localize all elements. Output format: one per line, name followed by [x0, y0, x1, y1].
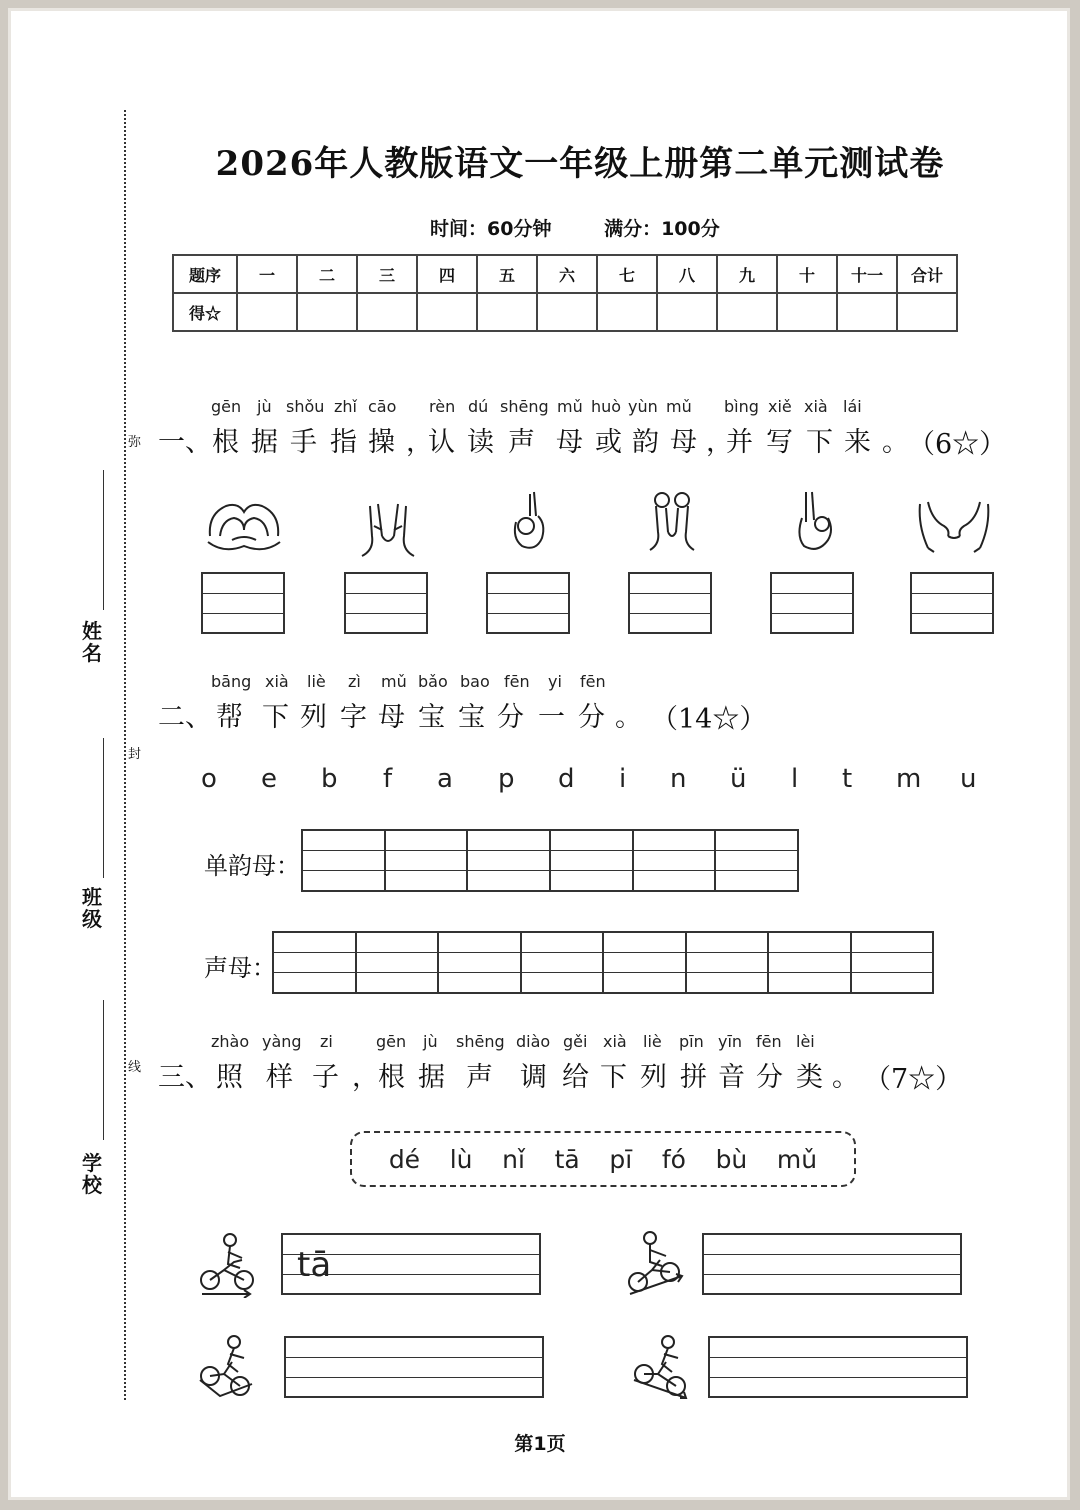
grid-cell[interactable] — [386, 831, 469, 890]
letter-item: o — [201, 764, 217, 794]
pinyin-syllable: mǔ — [666, 397, 692, 416]
question-char: 声 — [466, 1062, 493, 1093]
score-col: 九 — [717, 255, 777, 293]
initials-writing-grid[interactable] — [272, 931, 934, 994]
pinyin-word: mǔ — [776, 1144, 818, 1174]
initials-label: 声母： — [204, 954, 276, 982]
score-cell[interactable] — [537, 293, 597, 331]
tone-answer-box-1[interactable] — [281, 1233, 541, 1295]
question-char: 。 — [882, 427, 909, 458]
score-cell[interactable] — [777, 293, 837, 331]
question-char: 写 — [766, 427, 793, 458]
letter-item: i — [619, 764, 627, 794]
pinyin-syllable: yi — [548, 672, 562, 691]
q3-points: （7☆） — [864, 1064, 963, 1095]
grid-cell[interactable] — [604, 933, 687, 992]
q1-writing-box[interactable] — [770, 572, 854, 634]
score-col: 四 — [417, 255, 477, 293]
pinyin-syllable: lái — [843, 397, 862, 416]
pinyin-syllable: zhào — [211, 1032, 250, 1051]
letter-item: l — [791, 764, 799, 794]
question-char: 据 — [418, 1062, 445, 1093]
class-field[interactable] — [103, 738, 104, 878]
letter-item: a — [437, 764, 453, 794]
pinyin-syllable: huò — [591, 397, 622, 416]
pinyin-syllable: cāo — [368, 397, 397, 416]
question-char: 并 — [726, 427, 753, 458]
pinyin-syllable: jù — [423, 1032, 438, 1051]
question-char: ， — [706, 427, 733, 458]
pinyin-syllable: pīn — [679, 1032, 704, 1051]
question-char: 下 — [600, 1062, 627, 1093]
q2-points: （14☆） — [651, 704, 767, 735]
q1-writing-box[interactable] — [910, 572, 994, 634]
hand-gesture-icon — [914, 496, 994, 560]
question-char: 指 — [330, 427, 357, 458]
question-char: 声 — [508, 427, 535, 458]
grid-cell[interactable] — [522, 933, 605, 992]
question-char: 子 — [312, 1062, 339, 1093]
question-char: 分 — [578, 702, 605, 733]
question-char: ， — [352, 1062, 379, 1093]
grid-cell[interactable] — [357, 933, 440, 992]
pinyin-syllable: liè — [643, 1032, 662, 1051]
score-col: 七 — [597, 255, 657, 293]
question-char: 根 — [212, 427, 239, 458]
score-col: 三 — [357, 255, 417, 293]
page-title: 2026年人教版语文一年级上册第二单元测试卷 — [215, 144, 945, 184]
pinyin-word: pī — [609, 1144, 633, 1174]
question-char: 下 — [806, 427, 833, 458]
pinyin-word: lù — [449, 1144, 473, 1174]
question-char: 。 — [832, 1062, 859, 1093]
question-char: 操 — [368, 427, 395, 458]
question-char: 字 — [340, 702, 367, 733]
score-col: 一 — [237, 255, 297, 293]
score-cell[interactable] — [477, 293, 537, 331]
cyclist-flat-icon — [196, 1232, 256, 1298]
pinyin-word: dé — [388, 1144, 421, 1174]
binding-mark-feng: 封 — [128, 747, 142, 762]
pinyin-syllable: mǔ — [557, 397, 583, 416]
binding-mark-mi: 弥 — [128, 435, 142, 450]
q1-writing-box[interactable] — [628, 572, 712, 634]
pinyin-syllable: xiě — [768, 397, 792, 416]
pinyin-syllable: gěi — [563, 1032, 588, 1051]
question-char: 拼 — [680, 1062, 707, 1093]
pinyin-word: nǐ — [502, 1144, 525, 1174]
letter-item: f — [383, 764, 393, 794]
vowels-writing-grid[interactable] — [301, 829, 799, 892]
cyclist-uphill-icon — [626, 1230, 686, 1296]
pinyin-word: bù — [715, 1144, 748, 1174]
score-header-label: 题序 — [173, 255, 237, 293]
grid-cell[interactable] — [439, 933, 522, 992]
question-char: 列 — [300, 702, 327, 733]
pinyin-syllable: diào — [516, 1032, 551, 1051]
name-field[interactable] — [103, 470, 104, 610]
grid-cell[interactable] — [852, 933, 933, 992]
pinyin-word: fó — [661, 1144, 686, 1174]
pinyin-syllable: lèi — [796, 1032, 815, 1051]
pinyin-syllable: dú — [468, 397, 489, 416]
grid-cell[interactable] — [716, 831, 797, 890]
question-char: 给 — [562, 1062, 589, 1093]
hand-gesture-icon — [348, 496, 428, 560]
score-cell[interactable] — [297, 293, 357, 331]
grid-cell[interactable] — [303, 831, 386, 890]
score-cell[interactable] — [417, 293, 477, 331]
question-char: 列 — [640, 1062, 667, 1093]
pinyin-syllable: fēn — [580, 672, 606, 691]
question-char: 根 — [378, 1062, 405, 1093]
grid-cell[interactable] — [274, 933, 357, 992]
letter-item: n — [670, 764, 687, 794]
tone-answer-box-3[interactable] — [284, 1336, 544, 1398]
question-char: 分 — [497, 702, 524, 733]
q1-writing-box[interactable] — [344, 572, 428, 634]
pinyin-syllable: zi — [320, 1032, 333, 1051]
letter-item: t — [842, 764, 853, 794]
question-char: 韵 — [632, 427, 659, 458]
pinyin-syllable: fēn — [504, 672, 530, 691]
pinyin-syllable: shǒu — [286, 397, 325, 416]
score-cell[interactable] — [597, 293, 657, 331]
pinyin-syllable: shēng — [456, 1032, 505, 1051]
pinyin-syllable: xià — [603, 1032, 627, 1051]
pinyin-syllable: rèn — [429, 397, 456, 416]
question-char: ， — [406, 427, 433, 458]
pinyin-word: tā — [554, 1144, 580, 1174]
pinyin-syllable: zhǐ — [334, 397, 357, 416]
score-row-label: 得☆ — [173, 293, 237, 331]
question-char: 样 — [266, 1062, 293, 1093]
question-char: 调 — [520, 1062, 547, 1093]
vowels-label: 单韵母： — [204, 852, 300, 880]
pinyin-syllable: xià — [265, 672, 289, 691]
score-col: 五 — [477, 255, 537, 293]
score-cell[interactable] — [357, 293, 417, 331]
question-char: 照 — [216, 1062, 243, 1093]
grid-cell[interactable] — [551, 831, 634, 890]
exam-meta — [430, 214, 766, 241]
grid-cell[interactable] — [634, 831, 717, 890]
question-char: 认 — [428, 427, 455, 458]
score-cell[interactable] — [237, 293, 297, 331]
pinyin-word-bubble — [350, 1131, 856, 1187]
hand-gesture-icon — [204, 496, 284, 560]
q1-writing-box[interactable] — [201, 572, 285, 634]
question-char: 母 — [556, 427, 583, 458]
binding-dotted-line — [124, 110, 126, 1400]
question-char: 帮 — [216, 702, 243, 733]
letter-item: ü — [730, 764, 747, 794]
pinyin-syllable: xià — [804, 397, 828, 416]
q1-writing-box[interactable] — [486, 572, 570, 634]
example-answer: tā — [297, 1245, 332, 1285]
hand-gesture-icon — [632, 488, 712, 552]
binding-mark-xian: 线 — [128, 1060, 142, 1075]
score-cell[interactable] — [657, 293, 717, 331]
pinyin-syllable: bìng — [724, 397, 759, 416]
q1-points: （6☆） — [908, 429, 1007, 460]
question-char: 二、 — [158, 702, 212, 733]
name-label: 姓名 — [82, 619, 102, 665]
score-col: 十 — [777, 255, 837, 293]
question-char: 音 — [718, 1062, 745, 1093]
hand-gesture-icon — [776, 488, 856, 552]
pinyin-syllable: bǎo — [418, 672, 448, 691]
score-table — [172, 254, 958, 332]
grid-cell[interactable] — [687, 933, 770, 992]
question-char: 。 — [615, 702, 642, 733]
full-score: 满分：100分 — [604, 218, 720, 240]
question-char: 据 — [251, 427, 278, 458]
grid-cell[interactable] — [468, 831, 551, 890]
score-col-total: 合计 — [897, 255, 957, 293]
pinyin-syllable: yīn — [718, 1032, 743, 1051]
time-limit: 时间：60分钟 — [430, 218, 552, 240]
score-value-row — [173, 293, 957, 331]
pinyin-syllable: shēng — [500, 397, 549, 416]
school-label: 学校 — [82, 1151, 102, 1197]
score-cell[interactable] — [897, 293, 957, 331]
question-char: 三、 — [158, 1062, 212, 1093]
pinyin-syllable: bao — [460, 672, 490, 691]
pinyin-syllable: yùn — [628, 397, 658, 416]
pinyin-syllable: fēn — [756, 1032, 782, 1051]
pinyin-syllable: yàng — [262, 1032, 302, 1051]
pinyin-syllable: jù — [257, 397, 272, 416]
hand-gesture-icon — [492, 488, 572, 552]
question-char: 一、 — [158, 427, 212, 458]
class-label: 班级 — [82, 885, 102, 931]
cyclist-downhill-icon — [630, 1334, 690, 1400]
letter-item: p — [498, 764, 515, 794]
question-char: 类 — [796, 1062, 823, 1093]
question-char: 宝 — [458, 702, 485, 733]
question-char: 来 — [844, 427, 871, 458]
question-char: 或 — [595, 427, 622, 458]
grid-cell[interactable] — [769, 933, 852, 992]
score-col: 二 — [297, 255, 357, 293]
pinyin-syllable: bāng — [211, 672, 252, 691]
letter-item: u — [960, 764, 977, 794]
question-char: 母 — [670, 427, 697, 458]
letter-item: e — [261, 764, 277, 794]
cyclist-dip-icon — [196, 1334, 256, 1400]
question-char: 宝 — [418, 702, 445, 733]
page-number: 第1页 — [514, 1433, 566, 1455]
pinyin-syllable: zì — [348, 672, 361, 691]
question-char: 分 — [756, 1062, 783, 1093]
pinyin-syllable: gēn — [211, 397, 242, 416]
letter-item: m — [896, 764, 922, 794]
score-cell[interactable] — [837, 293, 897, 331]
question-char: 母 — [378, 702, 405, 733]
question-char: 读 — [467, 427, 494, 458]
pinyin-syllable: gēn — [376, 1032, 407, 1051]
tone-answer-box-4[interactable] — [708, 1336, 968, 1398]
pinyin-syllable: mǔ — [381, 672, 407, 691]
letter-item: b — [321, 764, 338, 794]
score-header-row — [173, 255, 957, 293]
score-col: 十一 — [837, 255, 897, 293]
question-char: 一 — [538, 702, 565, 733]
score-col: 六 — [537, 255, 597, 293]
pinyin-syllable: liè — [307, 672, 326, 691]
question-char: 手 — [290, 427, 317, 458]
score-col: 八 — [657, 255, 717, 293]
school-field[interactable] — [103, 1000, 104, 1140]
score-cell[interactable] — [717, 293, 777, 331]
letter-item: d — [558, 764, 575, 794]
question-char: 下 — [262, 702, 289, 733]
tone-answer-box-2[interactable] — [702, 1233, 962, 1295]
